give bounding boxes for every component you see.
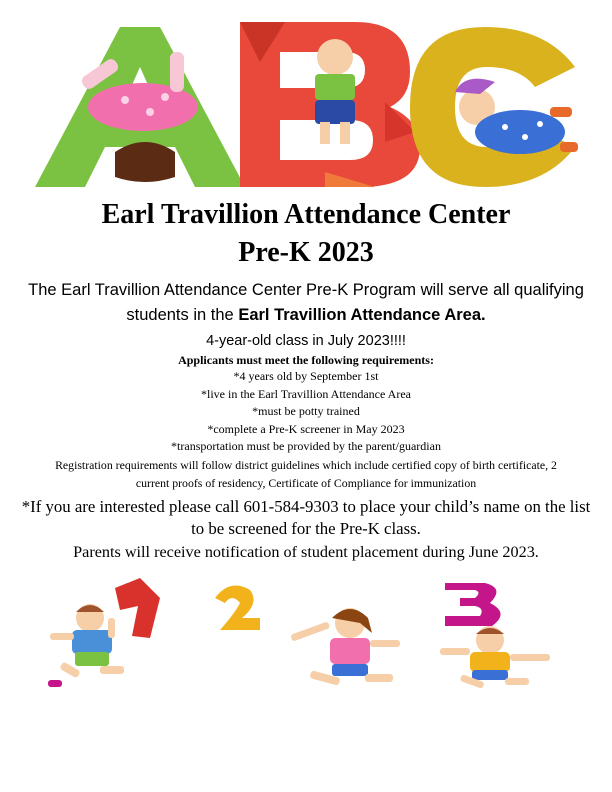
requirement-item: *live in the Earl Travillion Attendance Area [201,386,411,401]
abc-kids-illustration [25,12,587,192]
notification-text: Parents will receive notification of student placement during June 2023. [73,542,539,561]
flyer-content [0,196,612,564]
number-2-kid [215,586,400,686]
requirements-heading: Applicants must meet the following requirements: [178,353,434,367]
letter-c-illustration [410,27,578,187]
requirement-item: *complete a Pre-K screener in May 2023 [207,421,405,436]
class-line: 4-year-old class in July 2023!!!! [206,333,406,349]
title-line-2: Pre-K 2023 [238,237,374,268]
requirement-item: *4 years old by September 1st [233,369,379,383]
intro-paragraph [0,278,612,328]
letter-a-illustration [35,27,245,187]
registration-text: Registration requirements will follow district guidelines which include certified copy of birth certificate, 2 current proofs of residency, Certificate of Compliance for immunization [55,457,557,490]
intro-bold-area: Earl Travillion Attendance Area. [238,306,486,324]
requirement-item: *must be potty trained [252,404,360,418]
intro-text: The Earl Travillion Attendance Center Pre-K Program will serve all qualifying students in the [28,281,584,324]
call-to-action: *If you are interested please call 601-584-9303 to place your child’s name on the list to be screened for the Pre-K class. [21,496,591,538]
requirement-item: *transportation must be provided by the parent/guardian [171,439,441,453]
number-3-kid [440,583,550,689]
title-line-1: Earl Travillion Attendance Center [101,199,511,230]
number-1-kid [48,578,160,687]
letter-b-illustration [240,22,420,187]
123-kids-illustration [20,578,580,698]
